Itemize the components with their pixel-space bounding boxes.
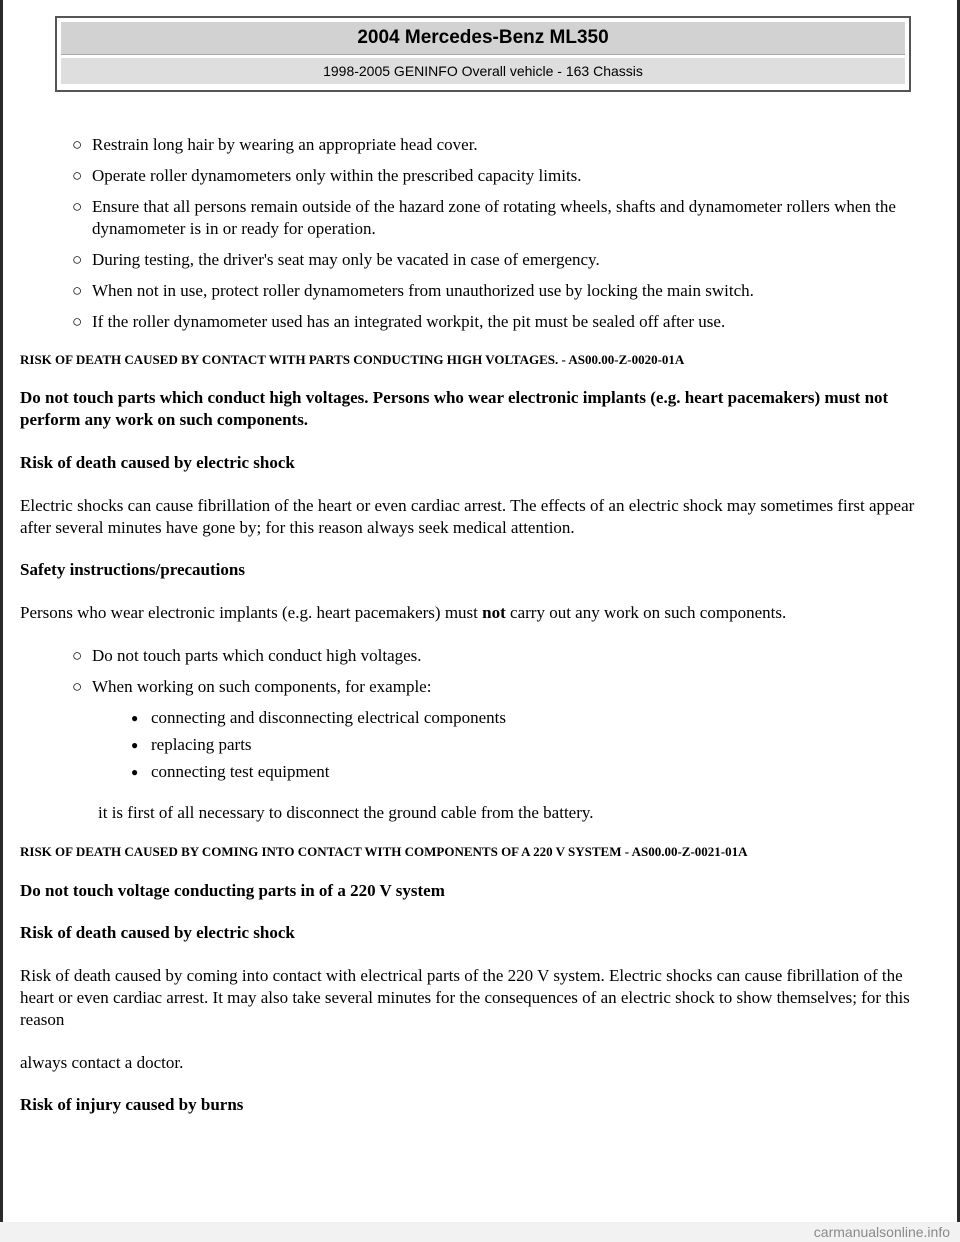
circle-bullet-icon: ○ [72,135,83,154]
risk-heading: Risk of death caused by electric shock [20,923,295,942]
disc-bullet-icon: ● [131,711,139,725]
disc-bullet-icon: ● [131,765,139,779]
list-item: ○ When not in use, protect roller dynamometers from unauthorized use by locking the main switch. [72,281,754,300]
circle-bullet-icon: ○ [72,646,83,665]
warning-code-heading: RISK OF DEATH CAUSED BY COMING INTO CONTACT WITH COMPONENTS OF A 220 V SYSTEM - AS00.00-Z-0021-01A [20,844,748,859]
list-item: ● connecting test equipment [131,762,330,781]
list-item: ● connecting and disconnecting electrical components [131,708,506,727]
disc-bullet-icon: ● [131,738,139,752]
paragraph: Risk of death caused by coming into contact with electrical parts of the 220 V system. Electric shocks can cause fibrillation of the heart or even cardiac arrest. It may also take several minutes for the consequences of an electric shock to show themselves; for this reason [20,966,910,1029]
precautions-heading: Safety instructions/precautions [20,560,245,579]
bullet-list-precautions [20,645,920,783]
circle-bullet-icon: ○ [72,166,83,185]
paragraph: it is first of all necessary to disconnect the ground cable from the battery. [98,803,594,822]
header-title: 2004 Mercedes-Benz ML350 [61,22,905,55]
list-item: ○ Operate roller dynamometers only within the prescribed capacity limits. [72,166,582,185]
risk-heading: Risk of injury caused by burns [20,1095,244,1114]
circle-bullet-icon: ○ [72,250,83,269]
list-item: ○ If the roller dynamometer used has an integrated workpit, the pit must be sealed off after use. [72,312,726,331]
watermark: carmanualsonline.info [813,1224,950,1240]
circle-bullet-icon: ○ [72,677,83,696]
section-heading: Do not touch parts which conduct high voltages. Persons who wear electronic implants (e.g. heart pacemakers) must not perform any work on such components. [20,388,889,429]
list-item: ○ Do not touch parts which conduct high voltages. [72,646,422,665]
document-body [20,134,920,1116]
header-subtitle: 1998-2005 GENINFO Overall vehicle - 163 Chassis [61,58,905,84]
circle-bullet-icon: ○ [72,197,83,216]
paragraph: Electric shocks can cause fibrillation of the heart or even cardiac arrest. The effects of an electric shock may sometimes first appear after several minutes have gone by; for this reason always seek medical attention. [20,496,915,537]
section-heading: Do not touch voltage conducting parts in of a 220 V system [20,881,445,900]
list-item: ○ During testing, the driver's seat may only be vacated in case of emergency. [72,250,600,269]
document-header [55,16,911,92]
risk-heading: Risk of death caused by electric shock [20,453,295,472]
sub-bullet-list [20,707,920,783]
list-item: ○ When working on such components, for example: [72,677,432,696]
list-item: ○ Ensure that all persons remain outside of the hazard zone of rotating wheels, shafts and dynamometer rollers when the dynamometer is in or ready for operation. [72,197,896,238]
circle-bullet-icon: ○ [72,281,83,300]
list-item: ● replacing parts [131,735,252,754]
circle-bullet-icon: ○ [72,312,83,331]
paragraph: Persons who wear electronic implants (e.g. heart pacemakers) must not carry out any work on such components. [20,603,787,622]
warning-code-heading: RISK OF DEATH CAUSED BY CONTACT WITH PARTS CONDUCTING HIGH VOLTAGES. - AS00.00-Z-0020-01A [20,352,685,367]
bullet-list-top [20,134,920,333]
list-item: ○ Restrain long hair by wearing an appropriate head cover. [72,135,478,154]
paragraph: always contact a doctor. [20,1053,184,1072]
